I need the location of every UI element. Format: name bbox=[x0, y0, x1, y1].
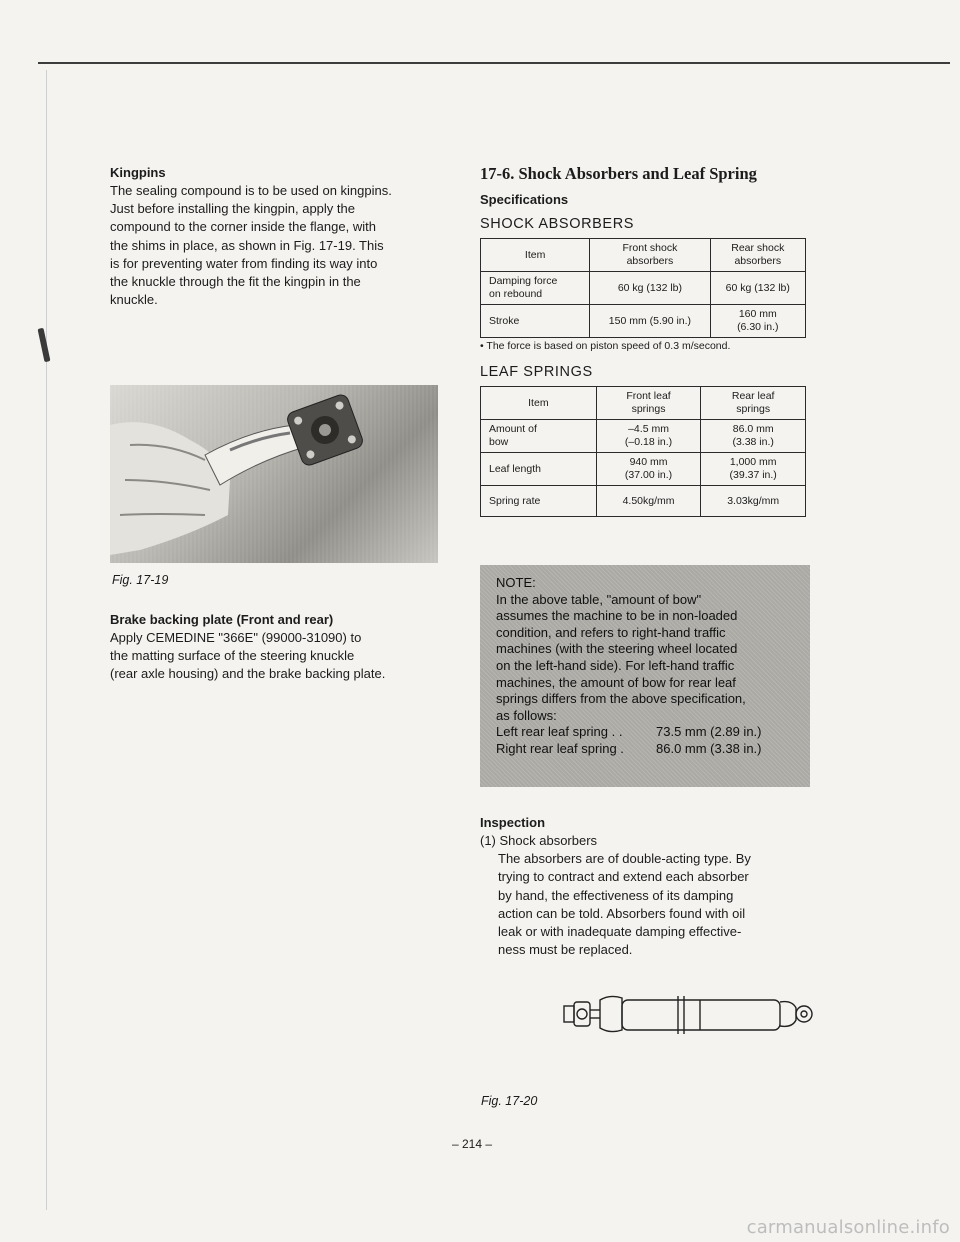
watermark: carmanualsonline.info bbox=[746, 1217, 950, 1238]
table-cell: –4.5 mm (–0.18 in.) bbox=[596, 420, 701, 453]
text-line: (rear axle housing) and the brake backing plate. bbox=[110, 666, 386, 682]
text-line: on the left-hand side). For left-hand traffic bbox=[496, 657, 735, 673]
text-line: condition, and refers to right-hand traffic bbox=[496, 624, 726, 640]
specifications-label: Specifications bbox=[480, 192, 569, 207]
text-line: The sealing compound is to be used on kingpins. bbox=[110, 183, 392, 198]
text-line: machines, the amount of bow for rear leaf bbox=[496, 674, 736, 690]
brake-heading: Brake backing plate (Front and rear) bbox=[110, 612, 334, 627]
text-line: action can be told. Absorbers found with oil bbox=[498, 905, 746, 921]
table-row bbox=[481, 486, 806, 517]
table-cell: 160 mm (6.30 in.) bbox=[710, 305, 805, 338]
inspection-heading: Inspection bbox=[480, 815, 546, 830]
scan-edge-mark bbox=[38, 328, 51, 363]
note-spec-value: 73.5 mm (2.89 in.) bbox=[656, 724, 762, 740]
table-cell: 3.03kg/mm bbox=[701, 486, 806, 517]
text-line: leak or with inadequate damping effective- bbox=[498, 924, 742, 940]
shock-table-footnote: • The force is based on piston speed of 0.3 m/second. bbox=[480, 340, 731, 352]
text-line: assumes the machine to be in non-loaded bbox=[496, 608, 738, 624]
table-cell: Spring rate bbox=[481, 486, 597, 517]
text-line: trying to contract and extend each absorber bbox=[498, 869, 749, 885]
text-line: In the above table, "amount of bow" bbox=[496, 591, 702, 607]
note-title: NOTE: bbox=[496, 575, 536, 590]
table-cell: Rear leaf springs bbox=[701, 387, 806, 420]
shock-absorbers-table bbox=[480, 238, 806, 338]
fig-17-20-label: Fig. 17-20 bbox=[481, 1094, 538, 1108]
inspection-item: (1) Shock absorbers bbox=[480, 833, 598, 848]
table-cell: Front leaf springs bbox=[596, 387, 701, 420]
leaf-springs-title: LEAF SPRINGS bbox=[480, 364, 593, 380]
table-cell: 4.50kg/mm bbox=[596, 486, 701, 517]
text-line: knuckle. bbox=[110, 292, 158, 308]
table-cell: Leaf length bbox=[481, 453, 597, 486]
note-spec-value: 86.0 mm (3.38 in.) bbox=[656, 740, 762, 756]
table-cell: 60 kg (132 lb) bbox=[590, 272, 710, 305]
note-spec-row bbox=[496, 724, 800, 741]
table-row bbox=[481, 420, 806, 453]
table-cell: Front shock absorbers bbox=[590, 239, 710, 272]
table-row bbox=[481, 387, 806, 420]
note-box bbox=[480, 565, 810, 787]
inspection-section bbox=[480, 814, 810, 958]
table-cell: Amount of bow bbox=[481, 420, 597, 453]
table-cell: Stroke bbox=[481, 305, 590, 338]
text-line: the matting surface of the steering knuckle bbox=[110, 648, 355, 664]
fig-17-19-label: Fig. 17-19 bbox=[112, 573, 169, 587]
section-title: 17-6. Shock Absorbers and Leaf Spring bbox=[480, 164, 757, 183]
table-row bbox=[481, 272, 806, 305]
text-line: machines (with the steering wheel located bbox=[496, 641, 738, 657]
text-line: is for preventing water from finding its way into bbox=[110, 255, 378, 271]
table-cell: Item bbox=[481, 239, 590, 272]
brake-section bbox=[110, 611, 440, 683]
kingpins-heading: Kingpins bbox=[110, 165, 166, 180]
left-column bbox=[110, 164, 436, 308]
text-line: springs differs from the above specification, bbox=[496, 691, 746, 707]
text-line: the shims in place, as shown in Fig. 17-19. This bbox=[110, 237, 384, 253]
table-cell: 1,000 mm (39.37 in.) bbox=[701, 453, 806, 486]
text-line: compound to the corner inside the flange, with bbox=[110, 219, 376, 235]
table-row bbox=[481, 305, 806, 338]
table-cell: 940 mm (37.00 in.) bbox=[596, 453, 701, 486]
binding-margin-rule bbox=[46, 70, 47, 1210]
table-cell: 86.0 mm (3.38 in.) bbox=[701, 420, 806, 453]
page-top-rule bbox=[38, 62, 950, 64]
table-cell: Damping force on rebound bbox=[481, 272, 590, 305]
text-line: Just before installing the kingpin, apply the bbox=[110, 201, 355, 217]
fig-17-19-photo bbox=[110, 385, 438, 563]
text-line: by hand, the effectiveness of its damping bbox=[498, 887, 734, 903]
text-line: as follows: bbox=[496, 707, 557, 723]
text-line: the knuckle through the fit the kingpin in the bbox=[110, 274, 361, 290]
table-row bbox=[481, 239, 806, 272]
text-line: The absorbers are of double-acting type. By bbox=[498, 851, 751, 867]
text-line: Apply CEMEDINE "366E" (99000-31090) to bbox=[110, 630, 362, 645]
note-spec-row bbox=[496, 741, 800, 758]
table-cell: 60 kg (132 lb) bbox=[710, 272, 805, 305]
table-row bbox=[481, 453, 806, 486]
kingpins-paragraph bbox=[110, 182, 436, 308]
table-cell: Rear shock absorbers bbox=[710, 239, 805, 272]
table-cell: 150 mm (5.90 in.) bbox=[590, 305, 710, 338]
note-spec-label: Left rear leaf spring . . bbox=[496, 724, 623, 740]
right-column bbox=[480, 164, 810, 517]
shock-absorbers-title: SHOCK ABSORBERS bbox=[480, 216, 635, 232]
note-spec-label: Right rear leaf spring . bbox=[496, 740, 624, 756]
table-cell: Item bbox=[481, 387, 597, 420]
page-number: – 214 – bbox=[452, 1137, 493, 1151]
leaf-springs-table bbox=[480, 386, 806, 517]
fig-17-20-shock-absorber-drawing bbox=[560, 980, 820, 1055]
text-line: ness must be replaced. bbox=[498, 942, 633, 958]
